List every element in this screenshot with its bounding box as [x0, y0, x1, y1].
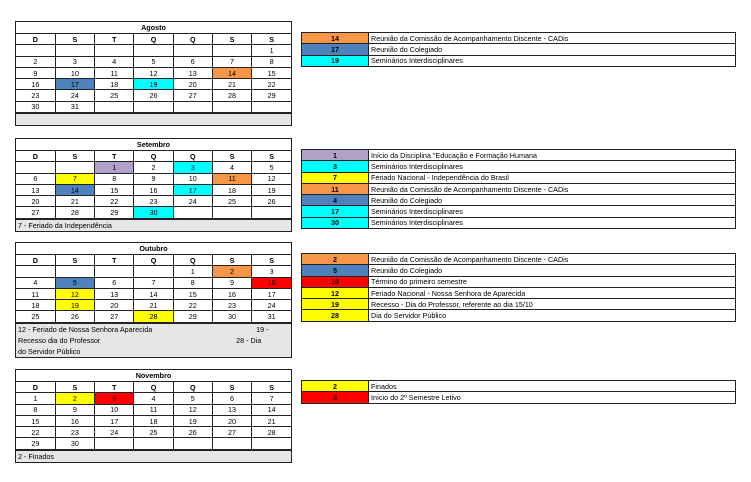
- day-cell: 21: [252, 415, 291, 426]
- legend-day: 10: [302, 276, 369, 287]
- day-cell: 2: [16, 56, 55, 67]
- legend-text: Seminários Interdisciplinares: [369, 206, 736, 217]
- days-grid: [16, 382, 291, 450]
- day-cell: 23: [55, 427, 94, 438]
- weekday-header-row: [16, 255, 291, 266]
- day-cell: 5: [252, 162, 291, 173]
- legend-day: 28: [302, 310, 369, 321]
- day-cell: 23: [16, 90, 55, 101]
- month-title: Novembro: [16, 370, 291, 382]
- weekday-header: Q: [173, 151, 212, 162]
- day-cell: 26: [252, 196, 291, 207]
- legend-text: Reunião do Colegiado: [369, 44, 736, 55]
- day-cell: 27: [173, 90, 212, 101]
- day-cell: [252, 101, 291, 112]
- weekday-header-row: [16, 34, 291, 45]
- legend-row: [302, 265, 736, 276]
- weekday-header: S: [55, 151, 94, 162]
- legend-day: 7: [302, 172, 369, 183]
- weekday-header: S: [252, 34, 291, 45]
- week-row: [16, 184, 291, 195]
- day-cell: 17: [55, 79, 94, 90]
- day-cell: 30: [55, 438, 94, 449]
- day-cell: 11: [95, 67, 134, 78]
- day-cell: 11: [16, 288, 55, 299]
- legend-text: Recesso - Dia do Professor, referente ao dia 15/10: [369, 299, 736, 310]
- day-cell: [55, 266, 94, 277]
- weekday-header: Q: [173, 255, 212, 266]
- week-row: [16, 173, 291, 184]
- day-cell: 30: [134, 207, 173, 218]
- day-cell: 5: [55, 277, 94, 288]
- week-row: [16, 266, 291, 277]
- day-cell: 3: [173, 162, 212, 173]
- weekday-header: S: [55, 34, 94, 45]
- day-cell: 20: [173, 79, 212, 90]
- day-cell: 13: [212, 404, 251, 415]
- day-cell: 14: [252, 404, 291, 415]
- day-cell: 21: [212, 79, 251, 90]
- weekday-header: T: [95, 382, 134, 393]
- month-note: 7 - Feriado da Independência: [16, 219, 291, 231]
- weekday-header: Q: [134, 382, 173, 393]
- day-cell: 12: [55, 288, 94, 299]
- legend-text: Início da Disciplina "Educação e Formação Humana: [369, 150, 736, 161]
- calendar-agosto: [15, 21, 292, 126]
- day-cell: 26: [173, 427, 212, 438]
- week-row: [16, 404, 291, 415]
- day-cell: 29: [252, 90, 291, 101]
- day-cell: 13: [16, 184, 55, 195]
- weekday-header: D: [16, 255, 55, 266]
- week-row: [16, 300, 291, 311]
- day-cell: [16, 266, 55, 277]
- day-cell: 11: [212, 173, 251, 184]
- legend-text: Seminários Interdisciplinares: [369, 55, 736, 66]
- legend-day: 11: [302, 183, 369, 194]
- day-cell: 31: [55, 101, 94, 112]
- day-cell: 25: [134, 427, 173, 438]
- legend-row: [302, 195, 736, 206]
- legend-text: Início do 2º Semestre Letivo: [369, 392, 736, 403]
- legend-outubro: [301, 253, 736, 322]
- weekday-header: Q: [173, 34, 212, 45]
- day-cell: 28: [212, 90, 251, 101]
- day-cell: [212, 438, 251, 449]
- day-cell: 1: [252, 45, 291, 56]
- legend-row: [302, 33, 736, 44]
- legend-day: 4: [302, 195, 369, 206]
- week-row: [16, 415, 291, 426]
- calendar-outubro: [15, 242, 292, 358]
- day-cell: [173, 101, 212, 112]
- week-row: [16, 277, 291, 288]
- weekday-header: T: [95, 34, 134, 45]
- weekday-header: D: [16, 34, 55, 45]
- day-cell: [55, 162, 94, 173]
- day-cell: 27: [212, 427, 251, 438]
- day-cell: 7: [252, 393, 291, 404]
- day-cell: 11: [134, 404, 173, 415]
- day-cell: [173, 207, 212, 218]
- legend-row: [302, 276, 736, 287]
- weekday-header: Q: [134, 34, 173, 45]
- day-cell: 4: [95, 56, 134, 67]
- legend-row: [302, 381, 736, 392]
- day-cell: 27: [95, 311, 134, 322]
- weekday-header: Q: [134, 151, 173, 162]
- week-row: [16, 45, 291, 56]
- days-grid: [16, 34, 291, 113]
- day-cell: 1: [173, 266, 212, 277]
- month-note: [16, 113, 291, 125]
- legend-day: 2: [302, 254, 369, 265]
- week-row: [16, 311, 291, 322]
- day-cell: 12: [173, 404, 212, 415]
- day-cell: [134, 45, 173, 56]
- day-cell: 2: [212, 266, 251, 277]
- day-cell: 16: [55, 415, 94, 426]
- weekday-header: Q: [173, 382, 212, 393]
- legend-text: Seminários Interdisciplinares: [369, 217, 736, 228]
- legend-row: [302, 206, 736, 217]
- weekday-header: S: [252, 151, 291, 162]
- day-cell: 7: [134, 277, 173, 288]
- day-cell: 13: [95, 288, 134, 299]
- day-cell: 29: [16, 438, 55, 449]
- day-cell: [134, 266, 173, 277]
- legend-day: 3: [302, 161, 369, 172]
- day-cell: 9: [134, 173, 173, 184]
- day-cell: 14: [134, 288, 173, 299]
- weekday-header: S: [55, 382, 94, 393]
- legend-row: [302, 287, 736, 298]
- day-cell: [55, 45, 94, 56]
- day-cell: 10: [55, 67, 94, 78]
- week-row: [16, 438, 291, 449]
- day-cell: [95, 438, 134, 449]
- day-cell: 29: [173, 311, 212, 322]
- day-cell: 15: [95, 184, 134, 195]
- calendar-novembro: [15, 369, 292, 463]
- day-cell: 25: [212, 196, 251, 207]
- weekday-header: Q: [134, 255, 173, 266]
- day-cell: 8: [95, 173, 134, 184]
- day-cell: 4: [212, 162, 251, 173]
- legend-text: Término do primeiro semestre: [369, 276, 736, 287]
- day-cell: 9: [55, 404, 94, 415]
- day-cell: 21: [55, 196, 94, 207]
- legend-day: 12: [302, 287, 369, 298]
- legend-day: 14: [302, 33, 369, 44]
- day-cell: [95, 266, 134, 277]
- day-cell: 18: [95, 79, 134, 90]
- day-cell: 23: [134, 196, 173, 207]
- day-cell: 9: [16, 67, 55, 78]
- day-cell: 12: [252, 173, 291, 184]
- week-row: [16, 196, 291, 207]
- day-cell: 22: [252, 79, 291, 90]
- day-cell: 3: [95, 393, 134, 404]
- weekday-header-row: [16, 382, 291, 393]
- week-row: [16, 101, 291, 112]
- day-cell: [212, 101, 251, 112]
- day-cell: 21: [134, 300, 173, 311]
- day-cell: [252, 438, 291, 449]
- legend-row: [302, 55, 736, 66]
- week-row: [16, 288, 291, 299]
- weekday-header: D: [16, 382, 55, 393]
- legend-day: 3: [302, 392, 369, 403]
- legend-agosto: [301, 32, 736, 67]
- day-cell: 22: [16, 427, 55, 438]
- legend-text: Feriado Nacional - Nossa Senhora de Aparecida: [369, 287, 736, 298]
- day-cell: 2: [134, 162, 173, 173]
- week-row: [16, 56, 291, 67]
- day-cell: 17: [173, 184, 212, 195]
- day-cell: 24: [95, 427, 134, 438]
- day-cell: 7: [55, 173, 94, 184]
- day-cell: 9: [212, 277, 251, 288]
- legend-row: [302, 254, 736, 265]
- days-grid: [16, 151, 291, 219]
- day-cell: 19: [134, 79, 173, 90]
- day-cell: [252, 207, 291, 218]
- day-cell: 22: [173, 300, 212, 311]
- day-cell: 10: [173, 173, 212, 184]
- day-cell: 14: [212, 67, 251, 78]
- day-cell: 19: [252, 184, 291, 195]
- legend-novembro: [301, 380, 736, 404]
- legend-row: [302, 44, 736, 55]
- legend-text: Finados: [369, 381, 736, 392]
- legend-text: Reunião da Comissão de Acompanhamento Discente - CADis: [369, 183, 736, 194]
- day-cell: 12: [134, 67, 173, 78]
- day-cell: 17: [252, 288, 291, 299]
- day-cell: 8: [252, 56, 291, 67]
- legend-day: 2: [302, 381, 369, 392]
- day-cell: 8: [16, 404, 55, 415]
- day-cell: [173, 45, 212, 56]
- day-cell: 15: [16, 415, 55, 426]
- legend-text: Dia do Servidor Público: [369, 310, 736, 321]
- legend-row: [302, 183, 736, 194]
- day-cell: 31: [252, 311, 291, 322]
- day-cell: 15: [252, 67, 291, 78]
- day-cell: 1: [95, 162, 134, 173]
- day-cell: [212, 207, 251, 218]
- day-cell: 24: [173, 196, 212, 207]
- day-cell: 25: [16, 311, 55, 322]
- weekday-header: S: [212, 382, 251, 393]
- day-cell: [173, 438, 212, 449]
- day-cell: 24: [55, 90, 94, 101]
- weekday-header: S: [252, 382, 291, 393]
- day-cell: 29: [95, 207, 134, 218]
- weekday-header: T: [95, 151, 134, 162]
- legend-row: [302, 150, 736, 161]
- day-cell: 6: [212, 393, 251, 404]
- day-cell: 18: [16, 300, 55, 311]
- day-cell: 16: [16, 79, 55, 90]
- day-cell: 24: [252, 300, 291, 311]
- legend-day: 17: [302, 44, 369, 55]
- month-title: Outubro: [16, 243, 291, 255]
- day-cell: [212, 45, 251, 56]
- day-cell: 1: [16, 393, 55, 404]
- calendar-setembro: [15, 138, 292, 232]
- day-cell: 6: [16, 173, 55, 184]
- week-row: [16, 67, 291, 78]
- legend-row: [302, 392, 736, 403]
- day-cell: 18: [134, 415, 173, 426]
- legend-row: [302, 172, 736, 183]
- day-cell: 26: [55, 311, 94, 322]
- day-cell: 4: [16, 277, 55, 288]
- day-cell: 28: [252, 427, 291, 438]
- legend-row: [302, 217, 736, 228]
- weekday-header: S: [252, 255, 291, 266]
- legend-row: [302, 299, 736, 310]
- legend-day: 5: [302, 265, 369, 276]
- day-cell: 18: [212, 184, 251, 195]
- day-cell: [16, 162, 55, 173]
- day-cell: 15: [173, 288, 212, 299]
- day-cell: 20: [212, 415, 251, 426]
- weekday-header-row: [16, 151, 291, 162]
- day-cell: 4: [134, 393, 173, 404]
- weekday-header: S: [212, 151, 251, 162]
- week-row: [16, 79, 291, 90]
- week-row: [16, 162, 291, 173]
- day-cell: 17: [95, 415, 134, 426]
- legend-day: 1: [302, 150, 369, 161]
- day-cell: 19: [173, 415, 212, 426]
- day-cell: 3: [252, 266, 291, 277]
- legend-day: 19: [302, 55, 369, 66]
- day-cell: 30: [212, 311, 251, 322]
- day-cell: 3: [55, 56, 94, 67]
- week-row: [16, 207, 291, 218]
- weekday-header: T: [95, 255, 134, 266]
- day-cell: 14: [55, 184, 94, 195]
- week-row: [16, 90, 291, 101]
- day-cell: 13: [173, 67, 212, 78]
- month-note: 2 - Finados: [16, 450, 291, 462]
- day-cell: 28: [55, 207, 94, 218]
- month-note: 12 - Feriado de Nossa Senhora Aparecida 19 - Recesso dia do Professor 28 - Dia do Servidor Público: [16, 323, 291, 357]
- day-cell: 25: [95, 90, 134, 101]
- legend-setembro: [301, 149, 736, 229]
- day-cell: 30: [16, 101, 55, 112]
- week-row: [16, 427, 291, 438]
- legend-text: Reunião da Comissão de Acompanhamento Discente - CADis: [369, 33, 736, 44]
- day-cell: 16: [134, 184, 173, 195]
- day-cell: [134, 101, 173, 112]
- legend-text: Seminários Interdisciplinares: [369, 161, 736, 172]
- day-cell: 16: [212, 288, 251, 299]
- day-cell: 26: [134, 90, 173, 101]
- day-cell: 23: [212, 300, 251, 311]
- legend-day: 30: [302, 217, 369, 228]
- day-cell: 20: [16, 196, 55, 207]
- weekday-header: S: [212, 34, 251, 45]
- day-cell: 8: [173, 277, 212, 288]
- day-cell: [95, 45, 134, 56]
- legend-text: Reunião do Colegiado: [369, 195, 736, 206]
- month-title: Setembro: [16, 139, 291, 151]
- legend-day: 19: [302, 299, 369, 310]
- day-cell: 5: [134, 56, 173, 67]
- day-cell: [16, 45, 55, 56]
- day-cell: 2: [55, 393, 94, 404]
- day-cell: [134, 438, 173, 449]
- legend-text: Reunião do Colegiado: [369, 265, 736, 276]
- day-cell: 20: [95, 300, 134, 311]
- day-cell: 5: [173, 393, 212, 404]
- legend-row: [302, 310, 736, 321]
- days-grid: [16, 255, 291, 323]
- day-cell: 28: [134, 311, 173, 322]
- day-cell: 19: [55, 300, 94, 311]
- day-cell: 7: [212, 56, 251, 67]
- weekday-header: S: [55, 255, 94, 266]
- month-title: Agosto: [16, 22, 291, 34]
- day-cell: 22: [95, 196, 134, 207]
- legend-text: Feriado Nacional - Independência do Brasil: [369, 172, 736, 183]
- weekday-header: S: [212, 255, 251, 266]
- day-cell: 6: [173, 56, 212, 67]
- day-cell: [95, 101, 134, 112]
- day-cell: 6: [95, 277, 134, 288]
- legend-day: 17: [302, 206, 369, 217]
- day-cell: 10: [252, 277, 291, 288]
- legend-text: Reunião da Comissão de Acompanhamento Discente - CADis: [369, 254, 736, 265]
- weekday-header: D: [16, 151, 55, 162]
- day-cell: 27: [16, 207, 55, 218]
- week-row: [16, 393, 291, 404]
- day-cell: 10: [95, 404, 134, 415]
- legend-row: [302, 161, 736, 172]
